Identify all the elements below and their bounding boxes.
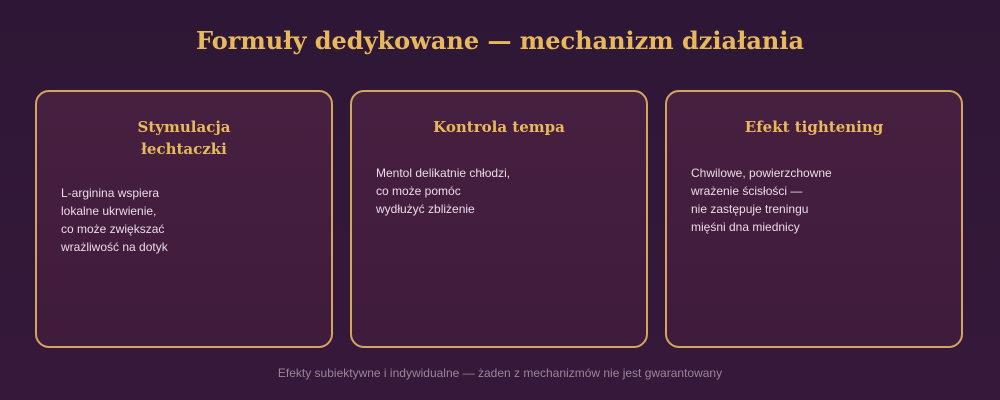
card-description-line: Chwilowe, powierzchowne <box>691 166 832 180</box>
card-description-line: Mentol delikatnie chłodzi, <box>376 166 511 180</box>
card-description-line: wrażenie ścisłości — <box>691 184 803 198</box>
card-description-line: wrażliwość na dotyk <box>61 240 168 254</box>
card-description <box>61 184 311 256</box>
card-title <box>352 116 646 138</box>
card-tightening-effect <box>665 90 963 348</box>
card-title-line: łechtaczki <box>141 140 227 158</box>
card-description-line: nie zastępuje treningu <box>691 202 809 216</box>
card-title-line: Stymulacja <box>137 118 231 136</box>
card-description-line: co może zwiększać <box>61 222 165 236</box>
card-description-line: wydłużyć zbliżenie <box>376 202 475 216</box>
card-description <box>691 164 941 236</box>
disclaimer-footnote: Efekty subiektywne i indywidualne — żaden z mechanizmów nie jest gwarantowany <box>277 366 723 380</box>
card-description-line: lokalne ukrwienie, <box>61 204 157 218</box>
card-description-line: mięśni dna miednicy <box>691 220 800 234</box>
card-clitoral-stimulation <box>35 90 333 348</box>
card-title <box>37 116 331 160</box>
card-description-line: co może pomóc <box>376 184 461 198</box>
card-description-line: L-arginina wspiera <box>61 186 160 200</box>
page-title: Formuły dedykowane — mechanizm działania <box>195 26 804 55</box>
card-pace-control <box>350 90 648 348</box>
card-description <box>376 164 626 218</box>
card-title-line: Kontrola tempa <box>433 118 565 136</box>
card-title <box>667 116 961 138</box>
card-title-line: Efekt tightening <box>744 118 884 136</box>
